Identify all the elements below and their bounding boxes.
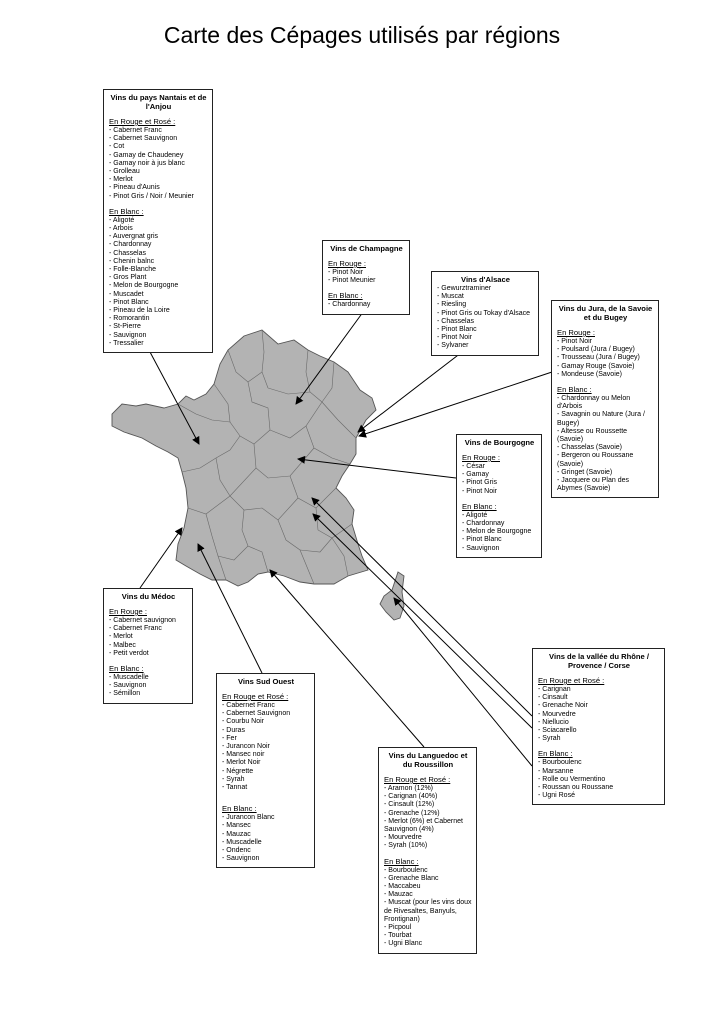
section-header-white: En Blanc : <box>462 501 497 511</box>
grape-item: - Mansec noir <box>222 751 265 759</box>
grape-item: - Pinot Noir <box>437 334 473 342</box>
grape-item: - Pinot Meunier <box>328 277 376 285</box>
grape-item: - Cabernet Franc <box>109 625 162 633</box>
grape-item: - St-Pierre <box>109 323 141 331</box>
grape-item: - Grenache Blanc <box>384 874 439 882</box>
grape-item: - Gamay <box>462 471 489 479</box>
grape-item: - Cabernet sauvignon <box>109 617 176 624</box>
grape-item: - Mourvedre <box>538 710 576 718</box>
grape-item: - Muscat (pour les vins doux de Rivesaltes, Banyuls, Frontignan) <box>384 899 472 923</box>
grape-item: - Sauvignon <box>109 331 147 339</box>
grape-item: - Bergeron ou Roussane (Savoie) <box>557 452 634 468</box>
grape-item: - Merlot <box>109 176 133 184</box>
section-header-red: En Rouge : <box>109 607 147 616</box>
grape-item: - Sciacarello <box>538 727 577 735</box>
arrow-medoc <box>140 528 182 588</box>
grape-item: - Gringet (Savoie) <box>557 468 613 476</box>
grape-item: - Bourboulenc <box>538 759 582 767</box>
grape-item: - Mauzac <box>384 891 413 899</box>
grape-item: - Grenache (12%) <box>384 809 440 817</box>
box-title: Vins de Champagne <box>330 244 403 253</box>
grape-item: - Melon de Bourgogne <box>109 282 179 290</box>
section-header-red: En Rouge et Rosé : <box>538 676 605 685</box>
grape-item: - Tourbat <box>384 932 412 940</box>
grape-item: - Syrah <box>222 775 245 783</box>
grape-item: - Mansec <box>222 822 251 830</box>
grape-item: - Merlot Noir <box>222 759 261 767</box>
grape-item: - Marsanne <box>538 767 574 775</box>
grape-item: - Gamay noir à jus blanc <box>109 159 185 167</box>
page-title: Carte des Cépages utilisés par régions <box>163 22 561 48</box>
grape-item: - Muscadelle <box>109 674 149 682</box>
grape-item: - Sauvignon <box>462 544 500 552</box>
grape-item: - Négrette <box>222 767 254 775</box>
grape-item: - Chasselas <box>109 249 146 257</box>
grape-item: - Merlot <box>109 633 133 641</box>
section-header-red: En Rouge : <box>462 453 500 462</box>
grape-item: - Jurancon Blanc <box>222 814 275 822</box>
grape-item: - Mondeuse (Savoie) <box>557 370 622 378</box>
grape-item: - Cabernet Sauvignon <box>109 135 178 143</box>
grape-item: - Rolle ou Vermentino <box>538 775 606 783</box>
section-header-white: En Blanc : <box>328 291 363 301</box>
box-title: Vins de la vallée du Rhône / Provence / Corse <box>549 652 649 670</box>
grape-item: - Pinot Gris / Noir / Meunier <box>109 192 194 200</box>
grape-item: - Romorantin <box>109 315 150 323</box>
grape-item: - Muscadet <box>109 290 144 298</box>
grape-item: - Merlot (6%) et Cabernet Sauvignon (4%) <box>384 817 463 834</box>
grape-item: - Auvergnat gris <box>109 233 159 241</box>
grape-item: - Pinot Gris ou Tokay d'Alsace <box>437 309 531 317</box>
grape-item: - Grenache Noir <box>538 702 588 710</box>
box-title: Vins du Médoc <box>121 592 176 601</box>
grape-item: - Chenin balnc <box>109 257 155 265</box>
grape-item: - Duras <box>222 726 245 734</box>
grape-item: - Chasselas (Savoie) <box>557 444 622 452</box>
grape-item: - Chardonnay <box>462 520 505 528</box>
grape-item: - Chasselas <box>437 317 474 325</box>
grape-item: - Mauzac <box>222 830 251 838</box>
grape-item: - Carignan <box>538 686 571 693</box>
arrow-jura-savoie <box>359 372 552 436</box>
grape-item: - Pinot Noir <box>328 269 364 276</box>
grape-item: - Ugni Rosé <box>538 792 575 800</box>
corsica-shape <box>380 572 404 620</box>
grape-item: - Trousseau (Jura / Bugey) <box>557 354 640 362</box>
grape-item: - Folle-Blanche <box>109 266 157 274</box>
grape-item: - Grolleau <box>109 168 140 176</box>
grape-item: - Ugni Blanc <box>384 940 423 948</box>
grape-item: - Aligoté <box>109 216 135 224</box>
grape-item: - Petit verdot <box>109 649 149 657</box>
grape-item: - Tressalier <box>109 339 144 347</box>
grape-item: - Cabernet Franc <box>222 702 275 709</box>
grape-item: - Pinot Noir <box>557 338 593 345</box>
box-champagne <box>322 240 410 315</box>
grape-item: - Gamay Rouge (Savoie) <box>557 362 635 370</box>
grape-item: - Muscat <box>437 293 464 301</box>
grape-item: - Muscadelle <box>222 838 262 846</box>
section-header-white: En Blanc : <box>538 749 573 759</box>
grape-item: - Pineau de la Loire <box>109 307 170 315</box>
grape-item: - Cinsault <box>538 694 568 702</box>
france-mainland-shape <box>112 330 376 586</box>
grape-item: - Malbec <box>109 641 136 649</box>
grape-item: - Pinot Noir <box>462 487 498 495</box>
box-bourgogne <box>456 434 542 558</box>
grape-item: - Sauvignon <box>109 682 147 690</box>
grape-item: - Ondenc <box>222 847 251 855</box>
box-nantais-anjou <box>103 89 213 353</box>
grape-item: - Mourvedre <box>384 834 422 842</box>
box-alsace <box>431 271 539 356</box>
section-header-white: En Blanc : <box>222 804 257 814</box>
box-rhone-provence-corse <box>532 648 665 805</box>
grape-item: - Chardonnay ou Melon d'Arbois <box>557 395 631 411</box>
grape-item: - Jurancon Noir <box>222 743 270 751</box>
grape-item: - Gamay de Chaudeney <box>109 151 184 159</box>
grape-item: - Chardonnay <box>109 241 152 249</box>
grape-item: - Tannat <box>222 784 248 792</box>
grape-item: - Gros Plant <box>109 274 147 282</box>
grape-item: - Chardonnay <box>328 301 371 309</box>
grape-item: - Cinsault (12%) <box>384 801 435 809</box>
section-header-white: En Blanc : <box>109 206 144 216</box>
grape-item: - Pineau d'Aunis <box>109 184 160 192</box>
grape-item: - Pinot Blanc <box>109 298 149 306</box>
grape-item: - Courbu Noir <box>222 718 265 726</box>
arrow-alsace <box>358 349 466 432</box>
grape-item: - Picpoul <box>384 924 412 932</box>
grape-item: - Maccabeu <box>384 883 421 891</box>
grape-item: - Cabernet Franc <box>109 127 162 134</box>
box-title: Vins du pays Nantais et de l'Anjou <box>110 93 207 111</box>
box-title: Vins Sud Ouest <box>238 677 294 686</box>
grape-item: - Cabernet Sauvignon <box>222 710 291 718</box>
section-header-red: En Rouge : <box>328 259 366 268</box>
grape-item: - César <box>462 463 485 470</box>
box-title: Vins d'Alsace <box>461 275 510 284</box>
grape-item: - Roussan ou Roussane <box>538 784 614 792</box>
grape-item: - Pinot Gris <box>462 479 498 487</box>
box-title: Vins du Jura, de la Savoie et du Bugey <box>558 304 653 322</box>
grape-item: - Carignan (40%) <box>384 793 438 801</box>
grape-item: - Pinot Blanc <box>462 536 502 544</box>
grape-item: - Cot <box>109 143 125 151</box>
section-header-red: En Rouge et Rosé : <box>109 117 176 126</box>
grape-item: - Syrah <box>538 735 561 743</box>
grape-item: - Pinot Blanc <box>437 326 477 334</box>
section-header-red: En Rouge et Rosé : <box>384 775 451 784</box>
grape-item: - Fer <box>222 734 237 742</box>
section-header-white: En Blanc : <box>557 385 592 395</box>
section-header-white: En Blanc : <box>109 664 144 674</box>
grape-item: - Niellucio <box>538 718 569 726</box>
section-header-red: En Rouge et Rosé : <box>222 692 289 701</box>
grape-item: - Arbois <box>109 225 133 233</box>
section-header-red: En Rouge : <box>557 328 595 337</box>
grape-item: - Syrah (10%) <box>384 842 428 850</box>
grape-item: - Sylvaner <box>437 342 469 350</box>
grape-item: - Sémillon <box>109 690 141 698</box>
box-jura-savoie <box>551 300 659 498</box>
grape-item: - Jacquere ou Plan des Abymes (Savoie) <box>557 477 629 493</box>
grape-item: - Melon de Bourgogne <box>462 528 532 536</box>
arrow-rhone-3 <box>394 598 532 766</box>
grape-item: - Poulsard (Jura / Bugey) <box>557 346 635 354</box>
grape-item: - Savagnin ou Nature (Jura / Bugey) <box>557 411 645 427</box>
grape-item: - Altesse ou Roussette (Savoie) <box>557 427 628 444</box>
box-title: Vins de Bourgogne <box>464 438 535 447</box>
box-medoc <box>103 588 193 704</box>
grape-item: - Riesling <box>437 301 467 309</box>
box-sud-ouest <box>216 673 315 868</box>
grape-item: - Aramon (12%) <box>384 785 434 792</box>
grape-item: - Gewurztraminer <box>437 285 492 292</box>
section-header-white: En Blanc : <box>384 856 419 866</box>
grape-item: - Aligoté <box>462 511 488 519</box>
box-languedoc <box>378 747 477 954</box>
grape-item: - Bourboulenc <box>384 866 428 874</box>
box-title: Vins du Languedoc et du Roussillon <box>388 751 468 769</box>
grape-item: - Sauvignon <box>222 855 260 863</box>
